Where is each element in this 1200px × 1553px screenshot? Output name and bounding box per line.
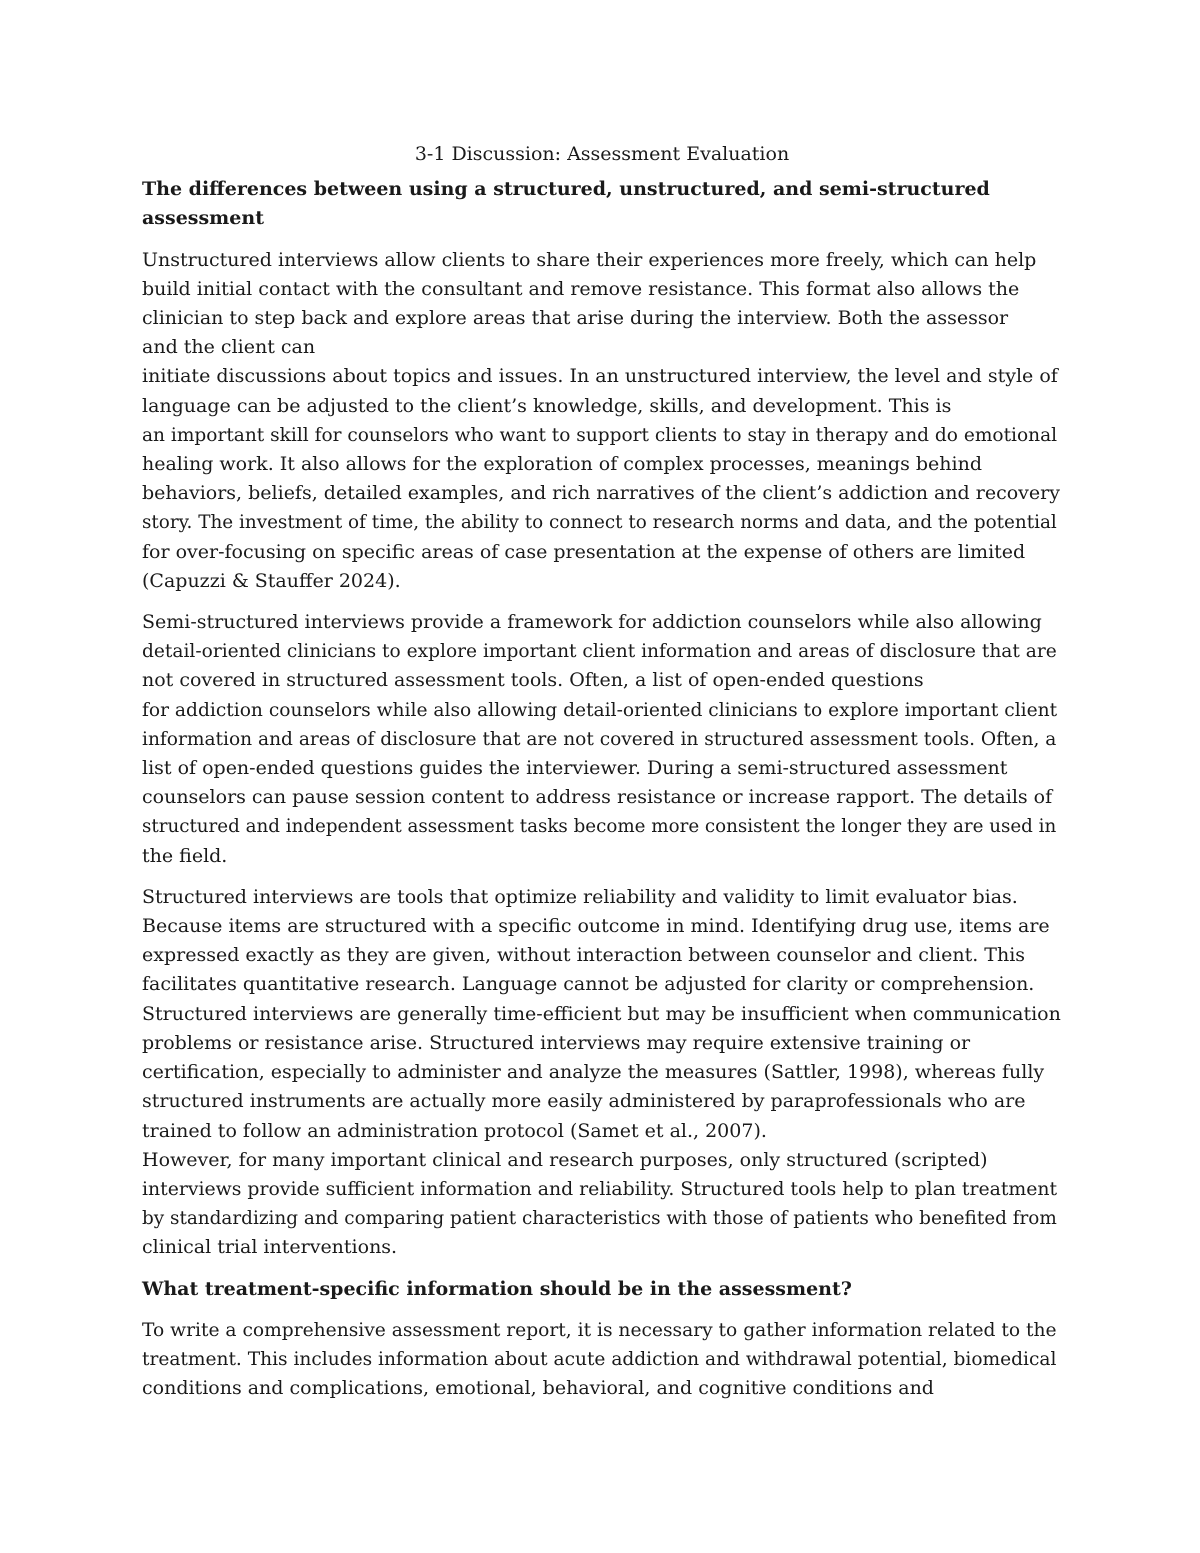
paragraph-line: Because items are structured with a specific outcome in mind. Identifying drug use, items are: [142, 915, 1050, 938]
paragraph-line: Structured interviews are generally time-efficient but may be insufficient when communication: [142, 1002, 1061, 1025]
paragraph-line: However, for many important clinical and research purposes, only structured (scripted): [142, 1148, 988, 1171]
paragraph-line: To write a comprehensive assessment report, it is necessary to gather information related to the: [142, 1319, 1057, 1341]
paragraph-line: trained to follow an administration protocol (Samet et al., 2007).: [142, 1119, 767, 1142]
paragraph-semi-structured: [142, 608, 1062, 871]
paragraph-line: for addiction counselors while also allowing detail-oriented clinicians to explore important client: [142, 699, 1058, 721]
paragraph-line: behaviors, beliefs, detailed examples, and rich narratives of the client’s addiction and recovery: [142, 482, 1060, 505]
paragraph-line: conditions and complications, emotional, behavioral, and cognitive conditions and: [142, 1377, 934, 1400]
paragraph-line: facilitates quantitative research. Language cannot be adjusted for clarity or comprehension.: [142, 973, 1035, 996]
paragraph-line: not covered in structured assessment tools. Often, a list of open-ended questions: [142, 669, 924, 692]
paragraph-line: language can be adjusted to the client’s knowledge, skills, and development. This is: [142, 394, 952, 417]
paragraph-unstructured: [142, 246, 1062, 596]
paragraph-treatment-information: [142, 1316, 1062, 1404]
paragraph-line: build initial contact with the consultant and remove resistance. This format also allows the: [142, 277, 1020, 300]
paragraph-line: detail-oriented clinicians to explore important client information and areas of disclosure that are: [142, 641, 1057, 663]
paragraph-line: by standardizing and comparing patient characteristics with those of patients who benefited from: [142, 1208, 1057, 1230]
paragraph-line: an important skill for counselors who want to support clients to stay in therapy and do emotional: [142, 424, 1058, 446]
paragraph-line: (Capuzzi & Stauffer 2024).: [142, 569, 401, 592]
paragraph-line: clinician to step back and explore areas that arise during the interview. Both the assessor: [142, 307, 1009, 330]
paragraph-line: for over-focusing on specific areas of case presentation at the expense of others are limited: [142, 540, 1026, 563]
paragraph-line: information and areas of disclosure that are not covered in structured assessment tools. Often, a: [142, 728, 1057, 750]
paragraph-line: clinical trial interventions.: [142, 1236, 398, 1259]
document-title: 3-1 Discussion: Assessment Evaluation: [414, 143, 790, 165]
section-heading-treatment-information: What treatment-specific information should be in the assessment?: [142, 1277, 852, 1300]
paragraph-line: initiate discussions about topics and issues. In an unstructured interview, the level and style of: [142, 365, 1058, 388]
paragraph-line: structured instruments are actually more easily administered by paraprofessionals who are: [142, 1090, 1026, 1113]
paragraph-line: list of open-ended questions guides the interviewer. During a semi-structured assessment: [142, 757, 1008, 780]
paragraph-line: story. The investment of time, the ability to connect to research norms and data, and the potential: [142, 512, 1057, 534]
paragraph-line: structured and independent assessment tasks become more consistent the longer they are used in: [142, 816, 1057, 838]
paragraph-line: problems or resistance arise. Structured interviews may require extensive training or: [142, 1031, 971, 1054]
paragraph-line: treatment. This includes information about acute addiction and withdrawal potential, biomedical: [142, 1348, 1057, 1370]
paragraph-line: the field.: [142, 844, 228, 867]
paragraph-line: and the client can: [142, 336, 316, 359]
paragraph-line: counselors can pause session content to address resistance or increase rapport. The details of: [142, 786, 1053, 809]
paragraph-line: Structured interviews are tools that optimize reliability and validity to limit evaluator bias.: [142, 885, 1018, 908]
paragraph-line: certification, especially to administer and analyze the measures (Sattler, 1998), whereas fully: [142, 1061, 1045, 1084]
paragraph-line: Semi-structured interviews provide a framework for addiction counselors while also allowing: [142, 611, 1042, 634]
document-body: [142, 140, 1062, 1415]
paragraph-line: expressed exactly as they are given, without interaction between counselor and client. This: [142, 944, 1026, 967]
paragraph-structured: [142, 883, 1062, 1263]
paragraph-line: interviews provide sufficient information and reliability. Structured tools help to plan treatment: [142, 1178, 1058, 1200]
section-heading-assessment-differences: The differences between using a structured, unstructured, and semi-structured assessment: [142, 178, 990, 230]
paragraph-line: Unstructured interviews allow clients to share their experiences more freely, which can help: [142, 248, 1037, 271]
paragraph-line: healing work. It also allows for the exploration of complex processes, meanings behind: [142, 453, 982, 476]
